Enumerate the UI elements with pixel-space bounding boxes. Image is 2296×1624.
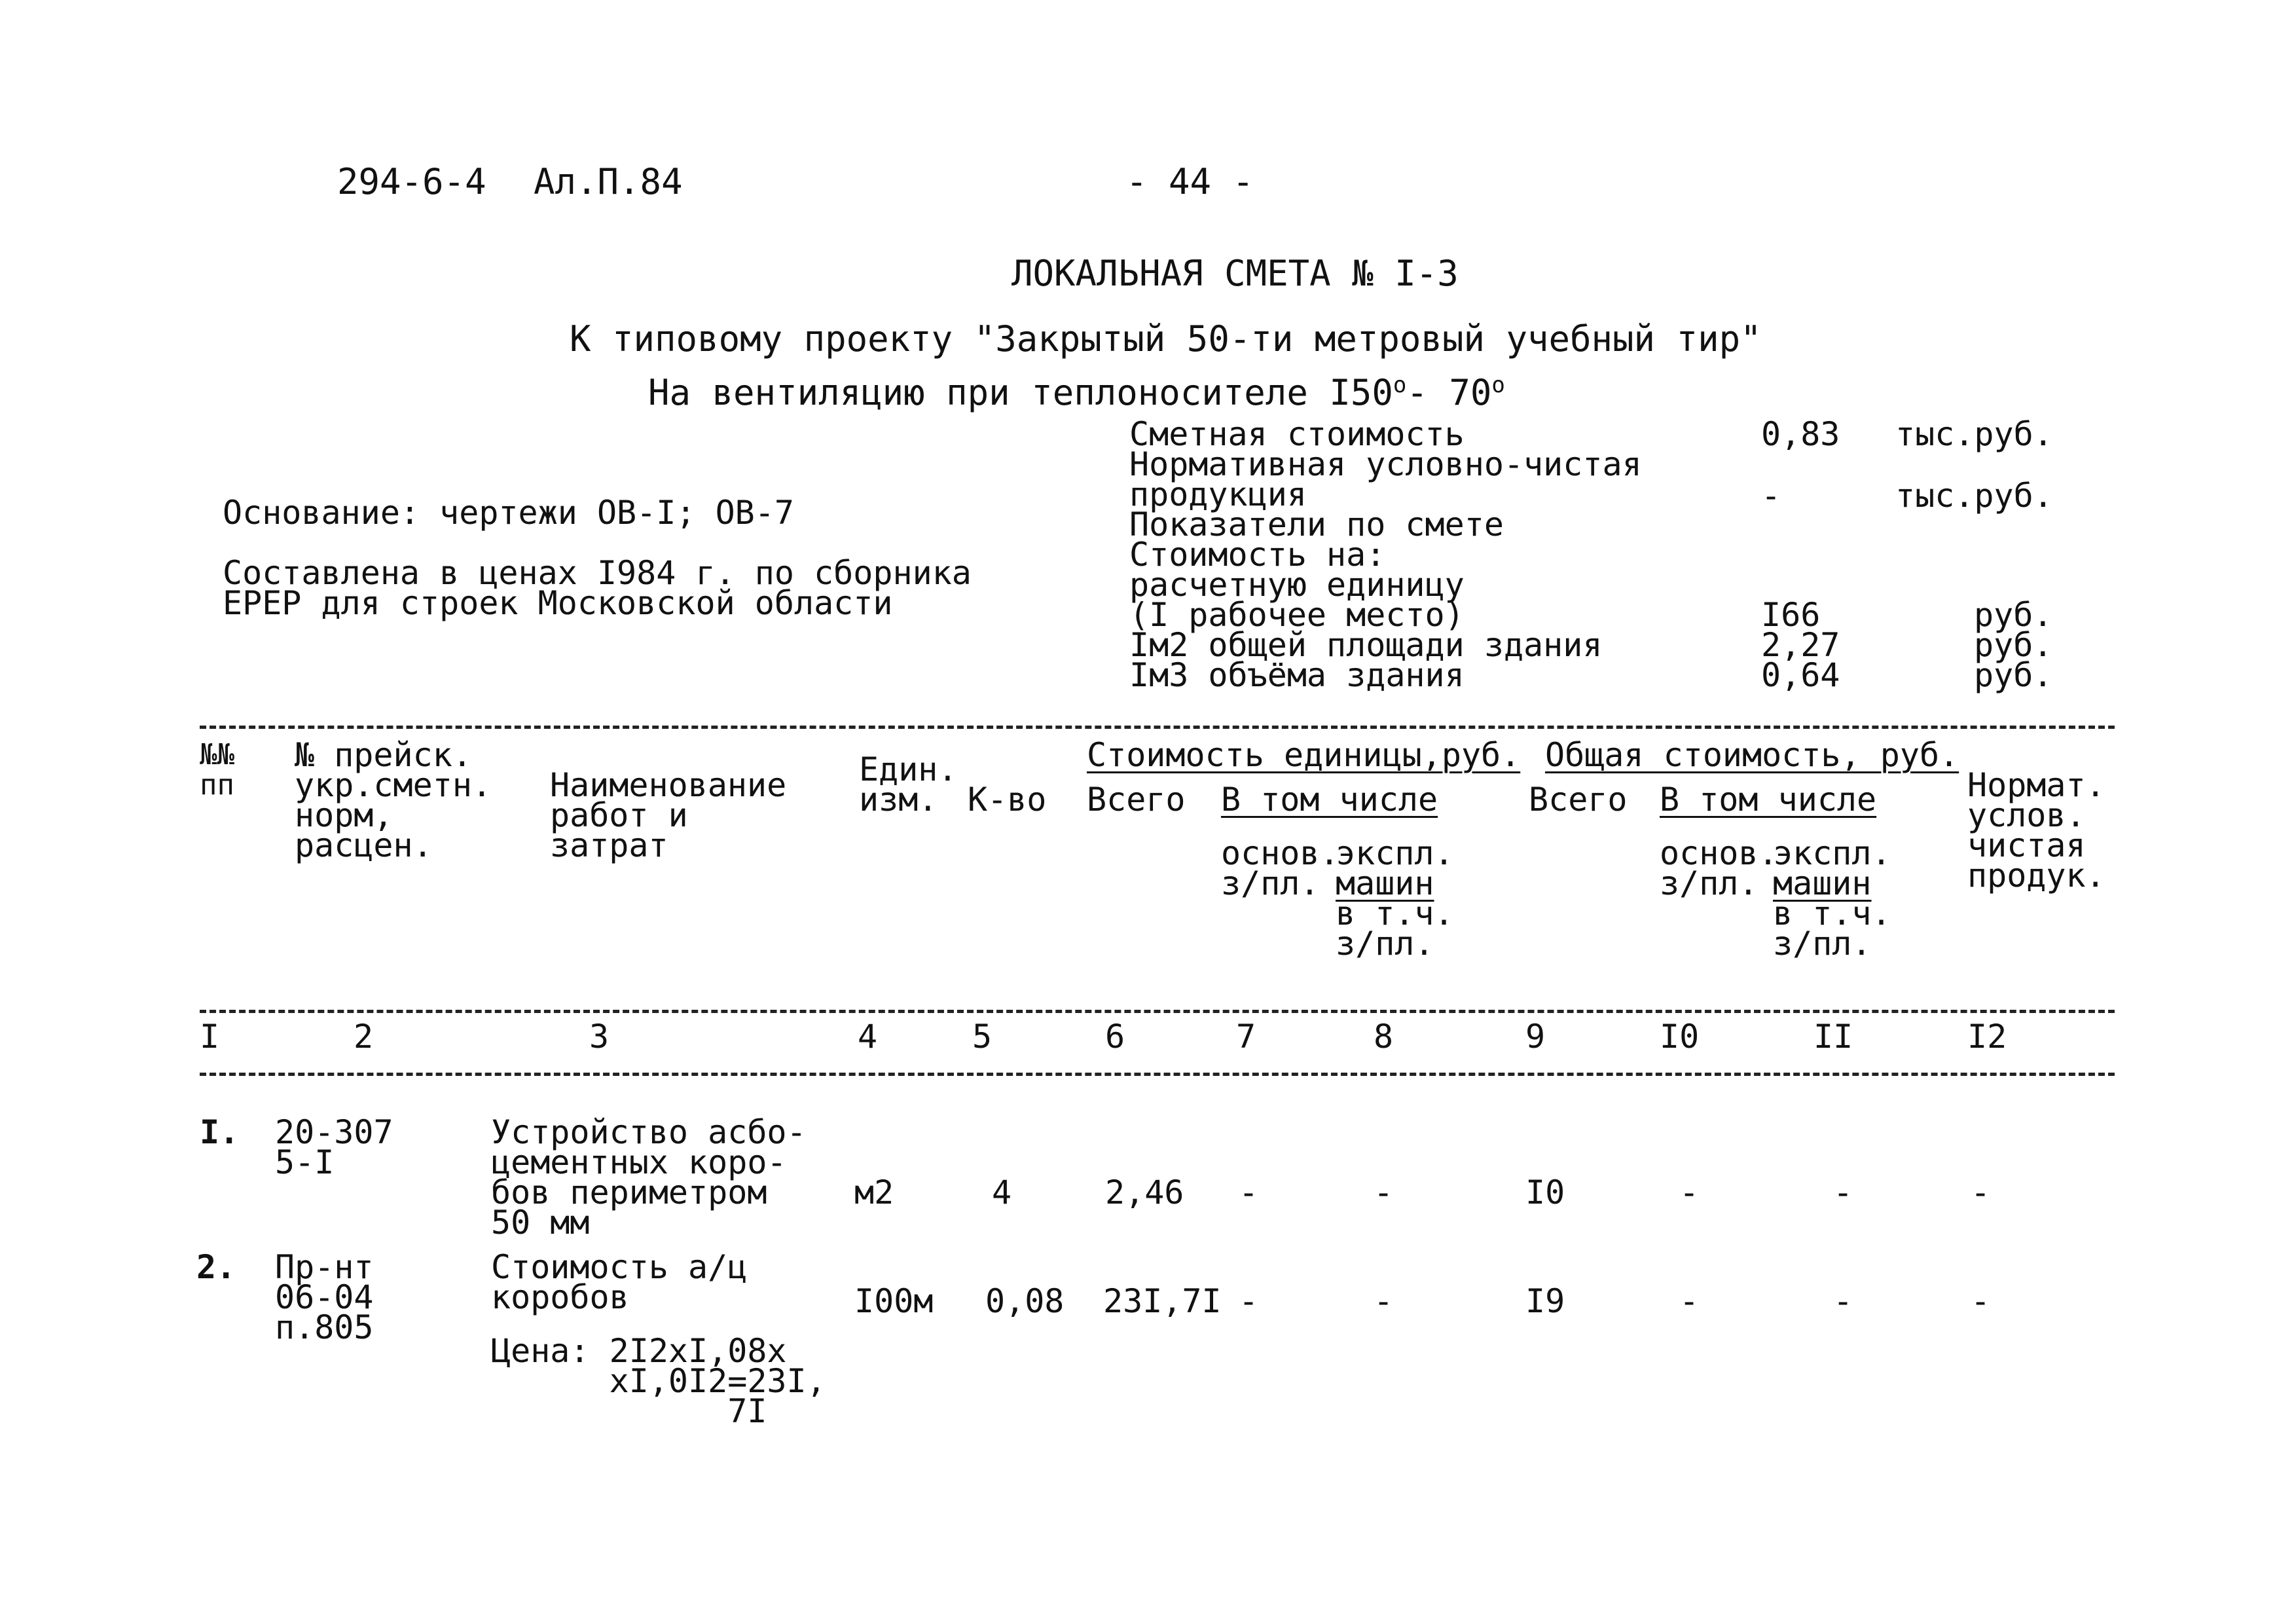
table-colnum-rule bbox=[200, 1073, 2115, 1076]
col-number: 2 bbox=[354, 1018, 374, 1056]
row-unit: I00м bbox=[854, 1282, 934, 1320]
doc-code: 294-6-4 bbox=[337, 161, 486, 202]
col-number: 3 bbox=[589, 1018, 610, 1056]
col-ref-header: № прейск. укр.сметн. норм, расцен. bbox=[295, 736, 492, 864]
row-total-mach: - bbox=[1833, 1282, 1853, 1320]
col-number: I0 bbox=[1660, 1018, 1700, 1056]
row-number: 2. bbox=[196, 1248, 236, 1286]
row-unit-total: 2,46 bbox=[1105, 1173, 1184, 1211]
document-title: ЛОКАЛЬНАЯ СМЕТА № I-3 bbox=[1011, 253, 1459, 294]
row-unit-mach: - bbox=[1374, 1173, 1394, 1211]
col-number: 6 bbox=[1105, 1018, 1125, 1056]
row-total: I9 bbox=[1525, 1282, 1565, 1320]
row-norm: - bbox=[1971, 1173, 1991, 1211]
col-number: 7 bbox=[1236, 1018, 1256, 1056]
col-norm-header: Нормат. услов. чистая продук. bbox=[1967, 766, 2105, 895]
total-cost-machines-sub: в т.ч. bbox=[1773, 895, 1891, 932]
summary-per-m2-unit: руб. bbox=[1974, 626, 2053, 664]
unit-cost-machines-sub: в т.ч. bbox=[1336, 895, 1454, 932]
row-ref: Пр-нт 06-04 п.805 bbox=[275, 1248, 374, 1346]
summary-net-value: - bbox=[1761, 477, 1781, 515]
row-total-wage: - bbox=[1679, 1173, 1700, 1211]
summary-per-m3-unit: руб. bbox=[1974, 656, 2053, 694]
unit-cost-machines-sub2: з/пл. bbox=[1336, 925, 1434, 963]
row-unit-wage: - bbox=[1239, 1173, 1259, 1211]
col-pp-header: №№ пп bbox=[200, 738, 234, 802]
summary-per-place-value: I66 bbox=[1761, 596, 1821, 634]
subject-title bbox=[648, 370, 1505, 413]
summary-net-unit: тыс.руб. bbox=[1895, 477, 2053, 515]
subject-prefix: На вентиляцию при теплоносителе I50 bbox=[648, 372, 1393, 413]
row-price-note: Цена: 2I2xI,08x xI,0I2=23I, 7I bbox=[491, 1332, 826, 1430]
total-cost-incl-header: В том числе bbox=[1660, 781, 1877, 819]
row-unit-mach: - bbox=[1374, 1282, 1394, 1320]
album-code: Ал.П.84 bbox=[534, 161, 683, 202]
total-cost-machines-header: экспл. bbox=[1773, 834, 1891, 872]
col-number: 4 bbox=[858, 1018, 878, 1056]
col-unit-header: Един. изм. bbox=[859, 750, 958, 819]
row-ref: 20-307 5-I bbox=[275, 1113, 393, 1181]
basis-prices-line1: Составлена в ценах I984 г. по сборника bbox=[223, 554, 972, 592]
basis-drawings: Основание: чертежи ОВ-I; ОВ-7 bbox=[223, 494, 794, 532]
row-name: Устройство асбо- цементных коро- бов периметром 50 мм bbox=[491, 1113, 807, 1242]
total-cost-machines-u: машин bbox=[1773, 864, 1872, 902]
degree-mark: о bbox=[1393, 372, 1407, 398]
row-unit: м2 bbox=[854, 1173, 894, 1211]
row-total-wage: - bbox=[1679, 1282, 1700, 1320]
row-total: I0 bbox=[1525, 1173, 1565, 1211]
row-name: Стоимость а/ц коробов bbox=[491, 1248, 748, 1316]
summary-per-m2-value: 2,27 bbox=[1761, 626, 1840, 664]
row-unit-wage: - bbox=[1239, 1282, 1259, 1320]
col-number: I2 bbox=[1967, 1018, 2007, 1056]
row-qty: 0,08 bbox=[985, 1282, 1065, 1320]
summary-labels: Сметная стоимость Нормативная условно-чистая продукция Показатели по смете Стоимость на: расчетную единицу (I рабочее место) Iм2 общей площади здания Iм3 объёма здания bbox=[1129, 415, 1642, 694]
unit-cost-incl-header: В том числе bbox=[1221, 781, 1438, 819]
summary-per-m3-value: 0,64 bbox=[1761, 656, 1840, 694]
unit-cost-wages-header: основ. з/пл. bbox=[1221, 834, 1339, 902]
col-number: I bbox=[200, 1018, 220, 1056]
total-cost-group-header: Общая стоимость, руб. bbox=[1545, 736, 1959, 774]
unit-cost-group-header: Стоимость единицы,руб. bbox=[1087, 736, 1521, 774]
summary-cost-value: 0,83 bbox=[1761, 415, 1840, 453]
col-number: 5 bbox=[972, 1018, 993, 1056]
row-norm: - bbox=[1971, 1282, 1991, 1320]
total-cost-machines-sub2: з/пл. bbox=[1773, 925, 1872, 963]
row-number: I. bbox=[200, 1113, 240, 1151]
col-number: 8 bbox=[1374, 1018, 1394, 1056]
col-number: II bbox=[1813, 1018, 1853, 1056]
page-number: - 44 - bbox=[1126, 161, 1254, 202]
row-unit-total: 23I,7I bbox=[1103, 1282, 1222, 1320]
col-number: 9 bbox=[1525, 1018, 1546, 1056]
summary-cost-unit: тыс.руб. bbox=[1895, 415, 2053, 453]
total-cost-all-header: Всего bbox=[1529, 781, 1628, 819]
summary-per-place-unit: руб. bbox=[1974, 596, 2053, 634]
unit-cost-all-header: Всего bbox=[1087, 781, 1186, 819]
total-cost-wages-header: основ. з/пл. bbox=[1660, 834, 1778, 902]
subject-mid: - 70 bbox=[1406, 372, 1492, 413]
col-qty-header: К-во bbox=[968, 781, 1047, 819]
unit-cost-machines-u: машин bbox=[1336, 864, 1434, 902]
degree-mark: о bbox=[1491, 372, 1505, 398]
project-title: К типовому проекту "Закрытый 50-ти метровый учебный тир" bbox=[570, 318, 1762, 360]
row-qty: 4 bbox=[992, 1173, 1012, 1211]
table-top-rule bbox=[200, 726, 2115, 729]
basis-prices-line2: ЕРЕР для строек Московской области bbox=[223, 584, 893, 622]
unit-cost-machines-header: экспл. bbox=[1336, 834, 1454, 872]
col-name-header: Наименование работ и затрат bbox=[550, 766, 787, 864]
row-total-mach: - bbox=[1833, 1173, 1853, 1211]
table-head-rule bbox=[200, 1010, 2115, 1013]
